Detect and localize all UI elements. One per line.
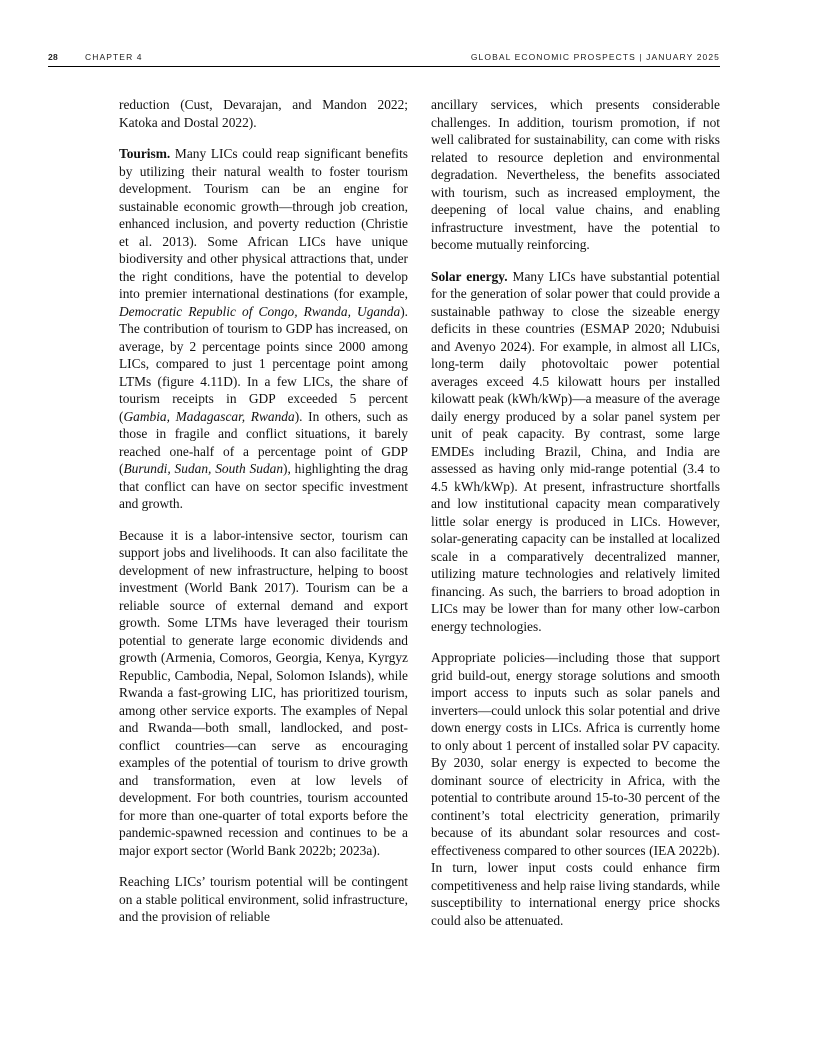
- solar-energy-heading: Solar energy.: [431, 268, 508, 284]
- tourism-text-b: ). The contribution of tourism to GDP has increased, on average, by 2 percentage points since 2000 among LICs, compared to just 1 percentage point among LTMs (figure 4.11D). In a few LICs, the share of tourism receipts in GDP exceeded 5 percent (: [119, 303, 408, 424]
- chapter-label: CHAPTER 4: [85, 52, 143, 62]
- paragraph-reaching-potential: Reaching LICs’ tourism potential will be contingent on a stable political environment, solid infrastructure, and the provision of reliable: [119, 874, 408, 924]
- tourism-text-a: Many LICs could reap significant benefits by utilizing their natural wealth to foster tourism development. Tourism can be an engine for sustainable economic growth—through job creation, enhanced inclusion, and poverty reduction (Christie et al. 2013). Some African LICs have unique biodiversity and other physical attractions that, under the right conditions, have the potential to develop into premier international destinations (for example,: [119, 146, 408, 301]
- page-number: 28: [48, 52, 59, 62]
- left-column: [119, 96, 408, 940]
- paragraph-solar-energy: [431, 268, 720, 636]
- paragraph-ancillary-services: ancillary services, which presents considerable challenges. In addition, tourism promotion, if not well calibrated for sustainability, can come with risks related to resource depletion and environmental degradation. Nevertheless, the benefits associated with tourism, such as increased employment, the deepening of local value chains, and enabling infrastructure investment, have the potential to become mutually reinforcing.: [431, 97, 720, 252]
- paragraph-reduction: reduction (Cust, Devarajan, and Mandon 2022; Katoka and Dostal 2022).: [119, 97, 408, 130]
- running-header: [48, 52, 720, 67]
- tourism-countries-3: Burundi, Sudan, South Sudan: [123, 461, 284, 476]
- paragraph-labor-intensive: Because it is a labor-intensive sector, tourism can support jobs and livelihoods. It can also facilitate the development of new infrastructure, helping to boost investment (World Bank 2017). Tourism can be a reliable source of external demand and export growth. Some LTMs have leveraged their tourism potential to generate large economic dividends and growth (Armenia, Comoros, Georgia, Kenya, Kyrgyz Republic, Cambodia, Nepal, Solomon Islands), while Rwanda a fast-growing LIC, has prioritized tourism, among other service exports. The examples of Nepal and Rwanda—both small, landlocked, and post-conflict countries—can serve as encouraging examples of the potential of tourism to drive growth and transformation, even at low levels of development. For both countries, tourism accounted for more than one-quarter of total exports before the pandemic-spawned recession and continues to be a major export sector (World Bank 2022b; 2023a).: [119, 527, 408, 858]
- publication-title: GLOBAL ECONOMIC PROSPECTS | JANUARY 2025: [470, 52, 720, 62]
- solar-energy-text: Many LICs have substantial potential for the generation of solar power that could provide a sustainable pathway to close the sizeable energy deficits in these countries (ESMAP 2020; Ndubuisi and Avenyo 2024). For example, in almost all LICs, long-term daily photovoltaic power potential averages exceed 4.5 kilowatt hours per installed kilowatt peak (kWh/kWp)—a measure of the average daily energy produced by a solar panel system per unit of peak capacity. By contrast, some large EMDEs including Brazil, China, and India are assessed as having only mid-range potential (3.4 to 4.5 kWh/kWp). At present, infrastructure shortfalls and low institutional capacity mean comparatively little solar energy is produced in LICs. However, solar-generating capacity can be installed at localized scale in a comparatively decentralized manner, utilizing mature technologies and relatively limited financing. As such, the barriers to broad adoption in LICs may be lower than for many other low-carbon energy technologies.: [431, 268, 720, 634]
- tourism-text-c: ). In others, such as those in fragile and conflict situations, it barely reached one-half of a percentage point of GDP (: [119, 408, 409, 476]
- tourism-countries-2: Gambia, Madagascar, Rwanda: [123, 408, 295, 424]
- paragraph-appropriate-policies: Appropriate policies—including those that support grid build-out, energy storage solutions and smooth import access to inputs such as solar panels and inverters—could unlock this solar potential and drive down energy costs in LICs. Africa is currently home to only about 1 percent of installed solar PV capacity. By 2030, solar energy is expected to become the dominant source of electricity in Africa, with the potential to contribute around 15-to-30 percent of the continent’s total electricity generation, primarily because of its abundant solar resources and cost-effectiveness compared to other sources (IEA 2022b). In turn, lower input costs could enhance firm competitiveness and help raise living standards, while susceptibility to international energy price shocks could also be attenuated.: [431, 650, 720, 928]
- tourism-text-d: ), highlighting the drag that conflict can have on sector specific investment and growth.: [119, 461, 408, 511]
- paragraph-tourism: [119, 145, 408, 513]
- tourism-countries-1: Democratic Republic of Congo, Rwanda, Uganda: [119, 303, 401, 319]
- right-column: [431, 96, 720, 943]
- tourism-heading: Tourism.: [119, 146, 171, 161]
